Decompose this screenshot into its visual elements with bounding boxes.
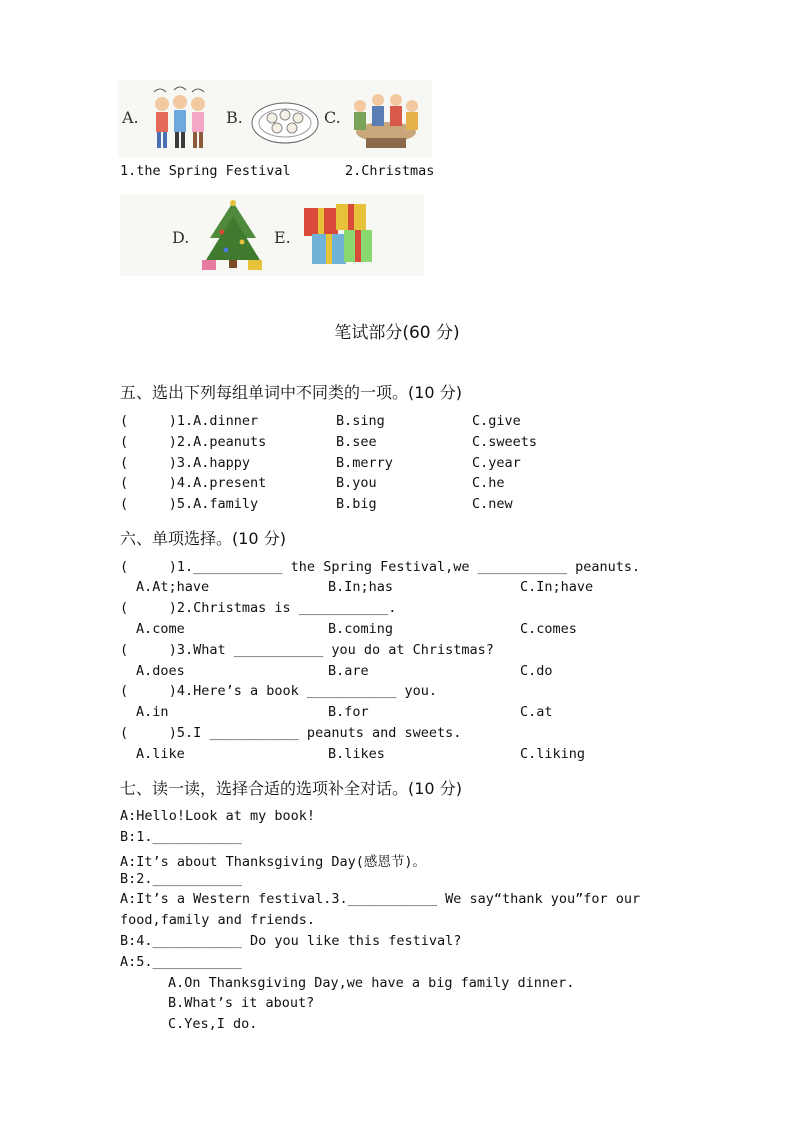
dialogue-option: A.On Thanksgiving Day,we have a big family dinner.: [168, 975, 575, 991]
option-b: B.see: [336, 434, 377, 450]
dialogue-option: C.Yes,I do.: [168, 1016, 258, 1032]
option-b: B.are: [328, 663, 369, 679]
option-c: C.In;have: [520, 579, 594, 595]
dialogue-line: food,family and friends.: [120, 912, 316, 928]
family-dinner-icon: [346, 86, 426, 152]
option-a: A.does: [136, 663, 185, 679]
question-stem: ( )4.A.present: [120, 475, 267, 491]
question-stem: ( )5.A.family: [120, 496, 259, 512]
option-c: C.comes: [520, 621, 577, 637]
option-c: C.give: [472, 413, 521, 429]
children-group-icon: [148, 84, 212, 154]
picture-letter-a: A.: [122, 108, 139, 127]
option-a: A.in: [136, 704, 169, 720]
question-stem: ( )3.A.happy: [120, 455, 251, 471]
question-stem: ( )4.Here’s a book ___________ you.: [120, 683, 437, 699]
option-c: C.he: [472, 475, 505, 491]
dialogue-line: B:4.___________ Do you like this festival?: [120, 933, 462, 949]
option-b: B.likes: [328, 746, 385, 762]
picture-letter-d: D.: [172, 228, 190, 247]
option-a: A.At;have: [136, 579, 210, 595]
section-5-heading: 五、选出下列每组单词中不同类的一项。(10 分): [120, 383, 462, 402]
option-b: B.In;has: [328, 579, 394, 595]
question-stem: ( )1.___________ the Spring Festival,we ___________ peanuts.: [120, 559, 641, 575]
option-b: B.you: [336, 475, 377, 491]
question-stem: ( )1.A.dinner: [120, 413, 259, 429]
option-c: C.year: [472, 455, 521, 471]
question-stem: ( )2.A.peanuts: [120, 434, 267, 450]
written-part-title: 笔试部分(60 分): [334, 323, 460, 343]
picture-label-spring-festival: 1.the Spring Festival: [120, 163, 291, 179]
option-a: A.like: [136, 746, 185, 762]
option-c: C.at: [520, 704, 553, 720]
option-c: C.do: [520, 663, 553, 679]
option-c: C.liking: [520, 746, 586, 762]
option-c: C.new: [472, 496, 513, 512]
picture-strip-top: [118, 80, 432, 158]
gift-boxes-icon: [300, 198, 376, 272]
picture-letter-c: C.: [324, 108, 341, 127]
dialogue-line: B:2.___________: [120, 871, 242, 887]
option-b: B.for: [328, 704, 369, 720]
dialogue-line: A:It’s a Western festival.3.___________ We say“thank you”for our: [120, 891, 641, 907]
plate-of-dumplings-icon: [250, 98, 320, 148]
dialogue-line: B:1.___________: [120, 829, 242, 845]
option-b: B.merry: [336, 455, 393, 471]
option-c: C.sweets: [472, 434, 538, 450]
dialogue-line: A:5.___________: [120, 954, 242, 970]
picture-label-christmas: 2.Christmas: [345, 163, 435, 179]
option-b: B.sing: [336, 413, 385, 429]
section-6-heading: 六、单项选择。(10 分): [120, 529, 286, 548]
option-a: A.come: [136, 621, 185, 637]
question-stem: ( )5.I ___________ peanuts and sweets.: [120, 725, 462, 741]
option-b: B.big: [336, 496, 377, 512]
dialogue-line: A:Hello!Look at my book!: [120, 808, 316, 824]
picture-strip-bottom: [120, 194, 424, 276]
christmas-tree-icon: [200, 198, 266, 274]
question-stem: ( )3.What ___________ you do at Christmas?: [120, 642, 494, 658]
picture-letter-e: E.: [274, 228, 291, 247]
dialogue-line: A:It’s about Thanksgiving Day(感恩节)。: [120, 854, 426, 870]
picture-letter-b: B.: [226, 108, 243, 127]
dialogue-option: B.What’s it about?: [168, 995, 315, 1011]
question-stem: ( )2.Christmas is ___________.: [120, 600, 397, 616]
section-7-heading: 七、读一读，选择合适的选项补全对话。(10 分): [120, 779, 462, 798]
option-b: B.coming: [328, 621, 394, 637]
